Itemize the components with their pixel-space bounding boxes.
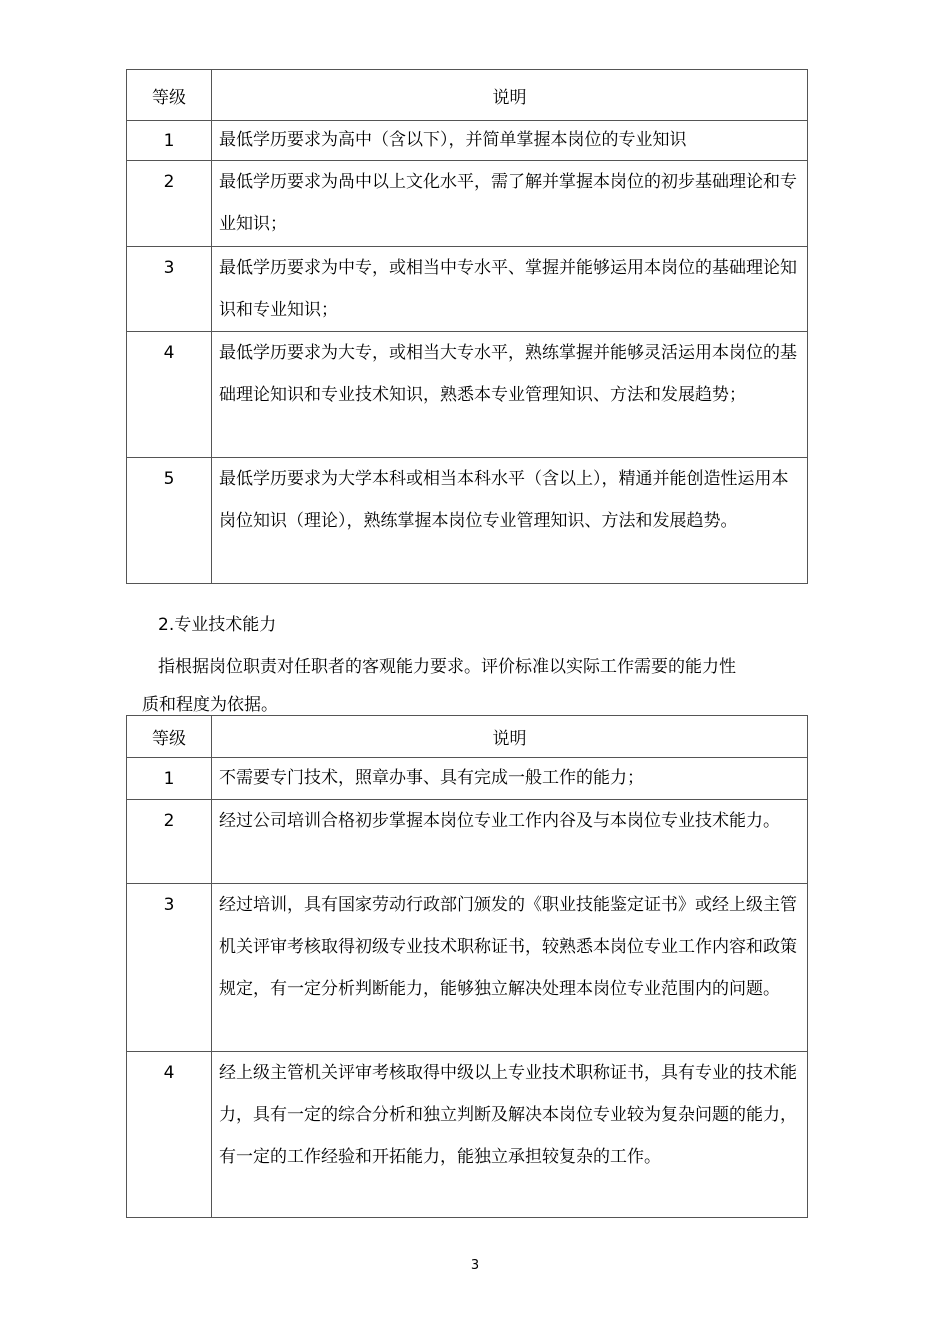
technical-ability-table [126, 715, 808, 1218]
header-description: 说明 [212, 70, 808, 121]
description-cell: 经过培训，具有国家劳动行政部门颁发的《职业技能鉴定证书》或经上级主管机关评审考核取得初级专业技术职称证书，较熟悉本岗位专业工作内容和政策规定，有一定分析判断能力，能够独立解决处理本岗位专业范围内的问题。 [212, 884, 808, 1052]
header-description: 说明 [212, 716, 808, 758]
level-cell [127, 458, 212, 584]
level-number: 2 [163, 172, 175, 192]
table-row [127, 884, 808, 1052]
table-row [127, 1052, 808, 1218]
table-row [127, 247, 808, 332]
section-heading: 2.专业技术能力 [158, 615, 277, 635]
table-row [127, 161, 808, 247]
level-cell [127, 161, 212, 247]
table-row [127, 758, 808, 800]
table-row [127, 121, 808, 161]
description-cell: 最低学历要求为大专，或相当大专水平，熟练掌握并能够灵活运用本岗位的基础理论知识和专业技术知识，熟悉本专业管理知识、方法和发展趋势； [212, 332, 808, 458]
header-level: 等级 [127, 716, 212, 758]
section-intro-line2: 质和程度为依据。 [142, 695, 278, 715]
level-number: 2 [163, 811, 175, 831]
level-cell [127, 332, 212, 458]
description-cell: 不需要专门技术，照章办事、具有完成一般工作的能力； [212, 758, 808, 800]
description-cell: 最低学历要求为咼中以上文化水平，需了解并掌握本岗位的初步基础理论和专业知识； [212, 161, 808, 247]
description-cell: 最低学历要求为高中（含以下），并简单掌握本岗位的专业知识 [212, 121, 808, 161]
description-cell: 最低学历要求为大学本科或相当本科水平（含以上），精通并能创造性运用本岗位知识（理论），熟练掌握本岗位专业管理知识、方法和发展趋势。 [212, 458, 808, 584]
table-row [127, 332, 808, 458]
description-cell: 经过公司培训合格初步掌握本岗位专业工作内谷及与本岗位专业技术能力。 [212, 800, 808, 884]
level-cell: 1 [127, 758, 212, 800]
level-cell: 1 [127, 121, 212, 161]
level-number: 3 [163, 895, 175, 915]
table-row [127, 800, 808, 884]
level-cell [127, 247, 212, 332]
table-header-row [127, 716, 808, 758]
description-cell: 经上级主管机关评审考核取得中级以上专业技术职称证书，具有专业的技术能力，具有一定的综合分析和独立判断及解决本岗位专业较为复杂问题的能力，有一定的工作经验和开拓能力，能独立承担较复杂的工作。 [212, 1052, 808, 1218]
description-cell: 最低学历要求为中专，或相当中专水平、掌握并能够运用本岗位的基础理论知识和专业知识； [212, 247, 808, 332]
table-header-row [127, 70, 808, 121]
level-cell [127, 884, 212, 1052]
education-level-table [126, 69, 808, 584]
page-number: 3 [470, 1258, 480, 1273]
level-cell [127, 800, 212, 884]
header-level: 等级 [127, 70, 212, 121]
section-intro-line1: 指根据岗位职责对任职者的客观能力要求。评价标准以实际工作需要的能力性 [158, 657, 736, 677]
level-number: 4 [163, 343, 175, 363]
level-number: 4 [163, 1063, 175, 1083]
level-cell [127, 1052, 212, 1218]
level-number: 5 [163, 469, 175, 489]
table-row [127, 458, 808, 584]
level-number: 3 [163, 258, 175, 278]
